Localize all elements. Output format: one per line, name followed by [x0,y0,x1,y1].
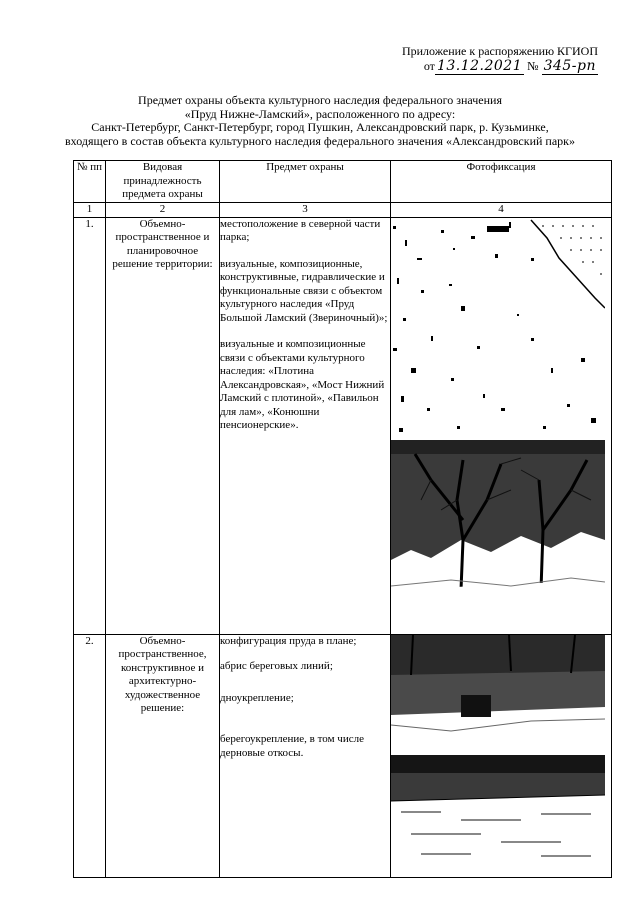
map-photo [391,218,605,440]
appendix-line: Приложение к распоряжению КГИОП [401,44,598,58]
pond-water-photo [391,755,605,867]
row-number: 1. [74,217,106,634]
row-number: 2. [74,634,106,877]
appendix-header [348,44,598,74]
order-number: 345-рп [543,58,596,74]
title-line-3: Санкт-Петербург, Санкт-Петербург, город Пушкин, Александровский парк, р. Кузьминке, [91,120,549,134]
protection-item: дноукрепление; [220,691,294,704]
pond-shore-photo [391,635,605,755]
protection-item: визуальные и композиционные связи с объектами культурного наследия: «Плотина Александровская», «Мост Нижний Ламский с плотиной», «Павильон для лам», «Конюшни пенсионерские». [220,338,385,431]
row-kind: Объемно-пространственное, конструктивное и архитектурно-художественное решение: [106,634,220,877]
protection-item: абрис береговых линий; [220,660,333,672]
protection-table [73,160,612,878]
from-prefix: от [423,59,435,73]
title-line-2: «Пруд Нижне-Ламский», расположенного по адресу: [184,106,456,121]
col-number: 2 [106,202,220,217]
col-number: 3 [220,202,391,217]
table-row [74,634,612,877]
photo-cell [391,217,612,634]
protection-item: конфигурация пруда в плане; [220,634,357,647]
protection-item: местоположение в северной части парка; [220,217,381,243]
document-title [60,94,580,148]
col-number: 1 [74,202,106,217]
protection-item: берегоукрепление, в том числе дерновые откосы. [220,733,364,759]
header-kind: Видовая принадлежность предмета охраны [106,161,220,203]
protection-item: визуальные, композиционные, конструктивные, гидравлические и функциональные связи с объектом культурного наследия «Пруд Большой Ламский (Звериночный)»; [220,257,388,324]
column-number-row [74,202,612,217]
number-sign: № [527,59,539,73]
title-line-1: Предмет охраны объекта культурного наследия федерального значения [138,93,502,107]
row-kind: Объемно-пространственное и планировочное решение территории: [106,217,220,634]
row-items [220,634,391,877]
row-items [220,217,391,634]
header-row [74,161,612,203]
title-line-4: входящего в состав объекта культурного наследия федерального значения «Александровский парк» [64,133,575,148]
winter-park-photo [391,440,605,628]
header-subject: Предмет охраны [220,161,391,203]
photo-cell [391,634,612,877]
col-number: 4 [391,202,612,217]
appendix-date-number [348,59,598,74]
header-photo: Фотофиксация [391,161,612,203]
header-num: № пп [74,161,106,203]
order-date: 13.12.2021 [436,58,523,74]
table-row [74,217,612,634]
